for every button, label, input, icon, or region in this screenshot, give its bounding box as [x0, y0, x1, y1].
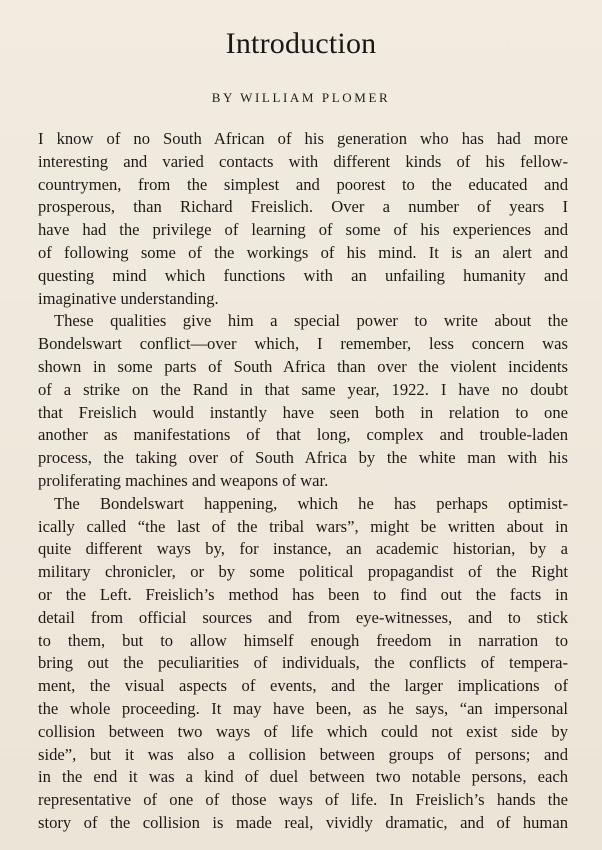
text-line: to them, but to allow himself enough freedom in narration to: [38, 630, 568, 650]
text-line: military chronicler, or by some political propagandist of the Right: [38, 562, 568, 582]
text-line: of following some of the workings of his mind. It is an alert and: [38, 242, 568, 262]
text-line: interesting and varied contacts with different kinds of his fellow-: [38, 151, 568, 171]
text-line: or the Left. Freislich’s method has been to find out the facts in: [38, 584, 568, 604]
text-line: that Freislich would instantly have seen both in relation to one: [38, 402, 568, 422]
paragraph-3: [38, 493, 568, 835]
text-line: side”, but it was also a collision between groups of persons; and: [38, 744, 568, 764]
text-line: ment, the visual aspects of events, and the larger implications of: [38, 676, 568, 696]
text-line: The Bondelswart happening, which he has perhaps optimist-: [54, 493, 568, 513]
text-line: Bondelswart conflict—over which, I remember, less concern was: [38, 334, 568, 354]
text-line: I know of no South African of his generation who has had more: [38, 129, 568, 148]
text-line: imaginative understanding.: [38, 288, 219, 308]
text-line: questing mind which functions with an unfailing humanity and: [38, 265, 568, 285]
text-line: have had the privilege of learning of some of his experiences and: [38, 220, 568, 240]
text-line: shown in some parts of South Africa than over the violent incidents: [38, 356, 568, 376]
text-line: quite different ways by, for instance, an academic historian, by a: [38, 539, 568, 559]
text-line: of a strike on the Rand in that same year, 1922. I have no doubt: [38, 379, 568, 399]
text-line: bring out the peculiarities of individuals, the conflicts of tempera-: [38, 653, 568, 673]
body-text: [38, 128, 568, 835]
text-line: representative of one of those ways of life. In Freislich’s hands the: [38, 790, 568, 810]
text-line: ically called “the last of the tribal wars”, might be written about in: [38, 516, 568, 536]
text-line: story of the collision is made real, vividly dramatic, and of human: [38, 812, 568, 832]
text-line: These qualities give him a special power to write about the: [54, 311, 568, 331]
text-line: countrymen, from the simplest and poorest to the educated and: [38, 174, 568, 194]
text-line: collision between two ways of life which could not exist side by: [38, 721, 568, 741]
chapter-title: Introduction: [225, 27, 377, 60]
paragraph-1: [38, 128, 568, 310]
text-line: prosperous, than Richard Freislich. Over a number of years I: [38, 197, 568, 217]
paragraph-2: [38, 310, 568, 492]
author-byline: BY WILLIAM PLOMER: [211, 90, 391, 105]
text-line: proliferating machines and weapons of war.: [38, 470, 329, 490]
text-line: another as manifestations of that long, complex and trouble-laden: [38, 425, 568, 445]
text-line: detail from official sources and from eye-witnesses, and to stick: [38, 607, 568, 627]
text-line: the whole proceeding. It may have been, as he says, “an impersonal: [38, 698, 568, 718]
text-line: process, the taking over of South Africa by the white man with his: [38, 448, 568, 468]
text-line: in the end it was a kind of duel between two notable persons, each: [38, 767, 568, 787]
